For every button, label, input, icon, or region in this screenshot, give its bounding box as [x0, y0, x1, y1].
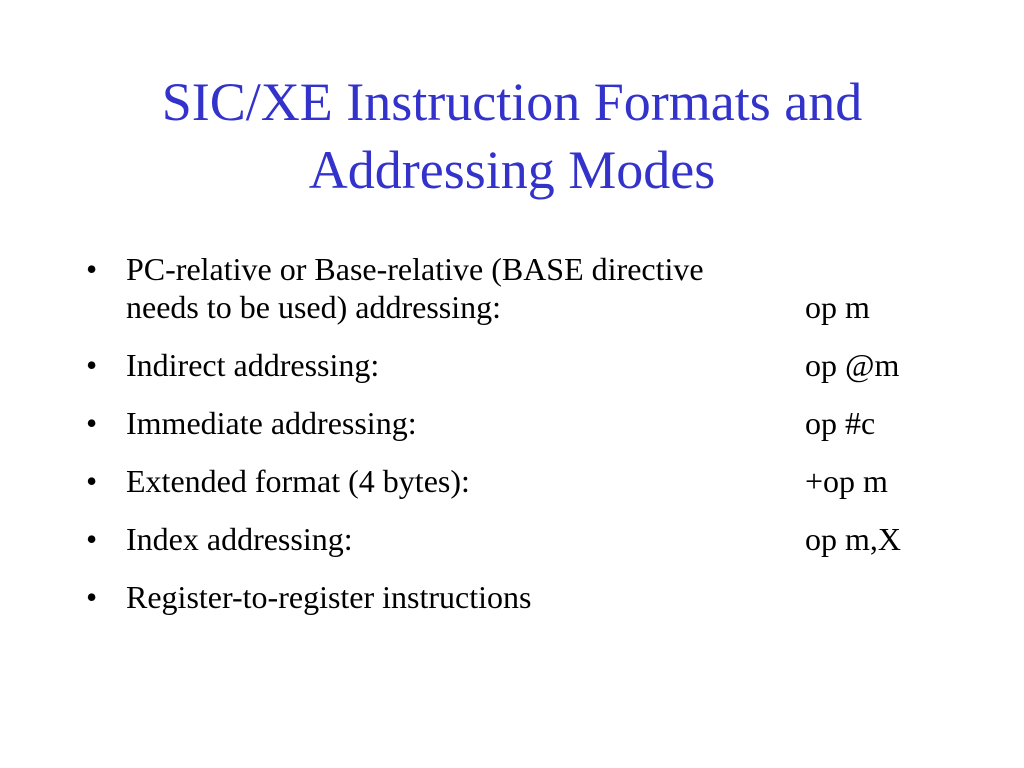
- slide-title: [60, 68, 964, 204]
- bullet-text-label: Indirect addressing:: [126, 347, 380, 383]
- bullet-icon: •: [86, 579, 98, 615]
- bullet-syntax: op m,X: [805, 521, 901, 557]
- bullet-syntax: op @m: [805, 347, 900, 383]
- bullet-syntax: op #c: [805, 405, 876, 441]
- bullet-register: [86, 578, 966, 616]
- bullet-icon: •: [86, 251, 98, 287]
- bullet-pc-relative: [86, 250, 966, 326]
- bullet-text-line: [126, 520, 966, 558]
- bullet-text-label: Extended format (4 bytes):: [126, 463, 470, 499]
- bullet-icon: •: [86, 521, 98, 557]
- bullet-icon: •: [86, 463, 98, 499]
- bullet-icon: •: [86, 347, 98, 383]
- bullet-icon: •: [86, 405, 98, 441]
- bullet-extended: [86, 462, 966, 500]
- bullet-syntax: +op m: [805, 463, 888, 499]
- bullet-text-line-2: [126, 288, 966, 326]
- slide-title-line-1: SIC/XE Instruction Formats and: [161, 72, 863, 132]
- bullet-immediate: [86, 404, 966, 442]
- bullet-text-line: [126, 462, 966, 500]
- bullet-indirect: [86, 346, 966, 384]
- bullet-text-line: [126, 404, 966, 442]
- bullet-text-line-2-label: needs to be used) addressing:: [126, 289, 502, 325]
- slide-title-line-2: Addressing Modes: [308, 140, 716, 200]
- bullet-syntax: op m: [805, 289, 870, 325]
- bullet-list: [86, 250, 966, 636]
- bullet-text-line-1: PC-relative or Base-relative (BASE directive: [126, 251, 704, 287]
- bullet-text-line: [126, 346, 966, 384]
- bullet-text-label: Immediate addressing:: [126, 405, 417, 441]
- bullet-text-label: Index addressing:: [126, 521, 353, 557]
- bullet-index: [86, 520, 966, 558]
- bullet-text-line: Register-to-register instructions: [126, 579, 532, 615]
